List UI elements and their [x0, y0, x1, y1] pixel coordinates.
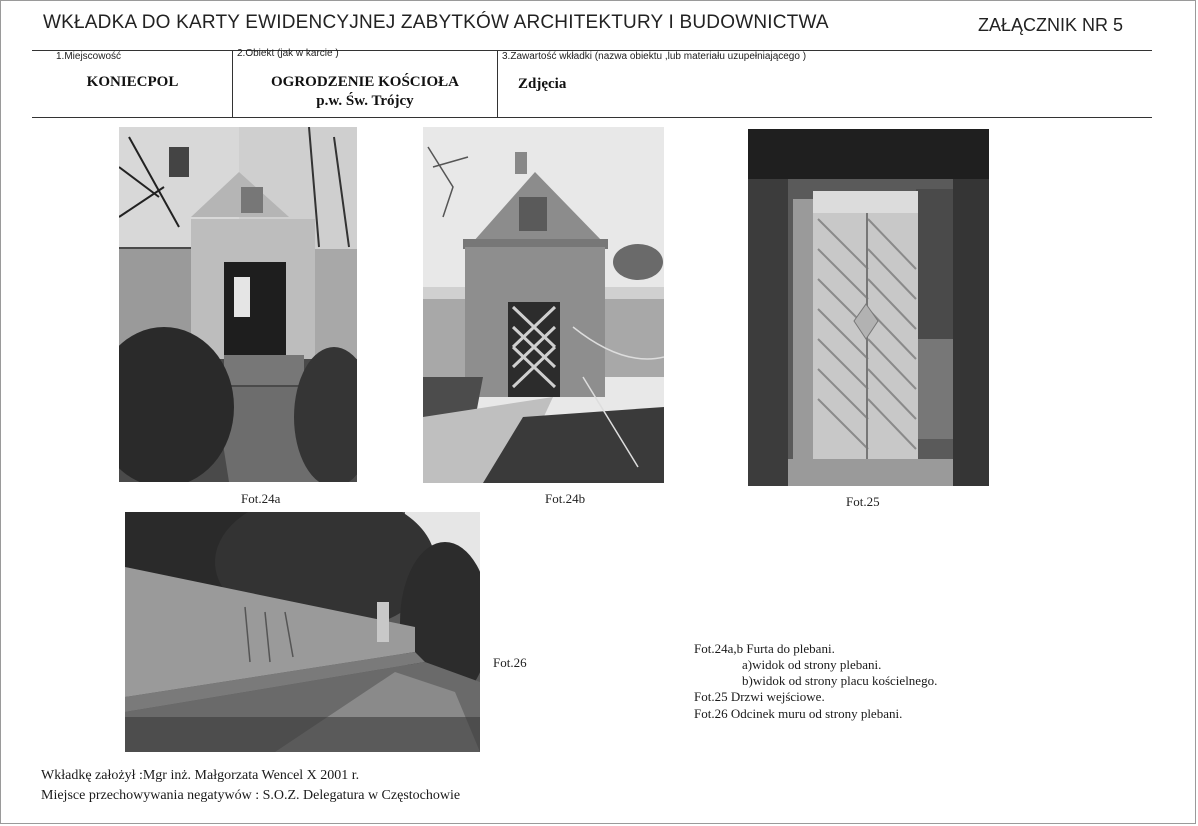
- caption-24b: Fot.24b: [545, 491, 586, 506]
- object-value-line1: OGRODZENIE KOŚCIOŁA: [271, 74, 459, 90]
- photo-26: [125, 512, 480, 752]
- locality-label: 1.Miejscowość: [56, 51, 122, 62]
- contents-value: Zdjęcia: [518, 76, 567, 92]
- photo-24b: [423, 127, 664, 483]
- caption-25: Fot.25: [846, 494, 880, 509]
- footer-storage: Miejsce przechowywania negatywów : S.O.Z. Delegatura w Częstochowie: [41, 788, 461, 803]
- field-divider-2: [497, 50, 498, 117]
- header-bottom-rule: [32, 117, 1152, 118]
- note-line-4: Fot.25 Drzwi wejściowe.: [694, 689, 825, 704]
- photo-24b-image: [423, 127, 664, 483]
- note-line-5: Fot.26 Odcinek muru od strony plebani.: [694, 706, 903, 721]
- note-line-1: Fot.24a,b Furta do plebani.: [694, 641, 835, 656]
- photo-26-image: [125, 512, 480, 752]
- document-title: WKŁADKA DO KARTY EWIDENCYJNEJ ZABYTKÓW ARCHITEKTURY I BUDOWNICTWA: [43, 12, 829, 33]
- appendix-number: ZAŁĄCZNIK NR 5: [978, 15, 1124, 35]
- photo-24a-image: [119, 127, 357, 482]
- object-label: 2.Obiekt (jak w karcie ): [237, 48, 339, 59]
- caption-26: Fot.26: [493, 655, 527, 670]
- caption-24a: Fot.24a: [241, 491, 281, 506]
- photo-25-image: [748, 129, 989, 486]
- footer-author: Wkładkę założył :Mgr inż. Małgorzata Wencel X 2001 r.: [41, 768, 360, 783]
- locality-value: KONIECPOL: [86, 74, 179, 90]
- object-value-line2: p.w. Św. Trójcy: [316, 93, 414, 109]
- note-line-3: b)widok od strony placu kościelnego.: [742, 673, 938, 688]
- photo-25: [748, 129, 989, 486]
- note-line-2: a)widok od strony plebani.: [742, 657, 882, 672]
- photo-24a: [119, 127, 357, 482]
- contents-label: 3.Zawartość wkładki (nazwa obiektu ,lub materiału uzupełniającego ): [502, 51, 807, 62]
- field-divider-1: [232, 50, 233, 117]
